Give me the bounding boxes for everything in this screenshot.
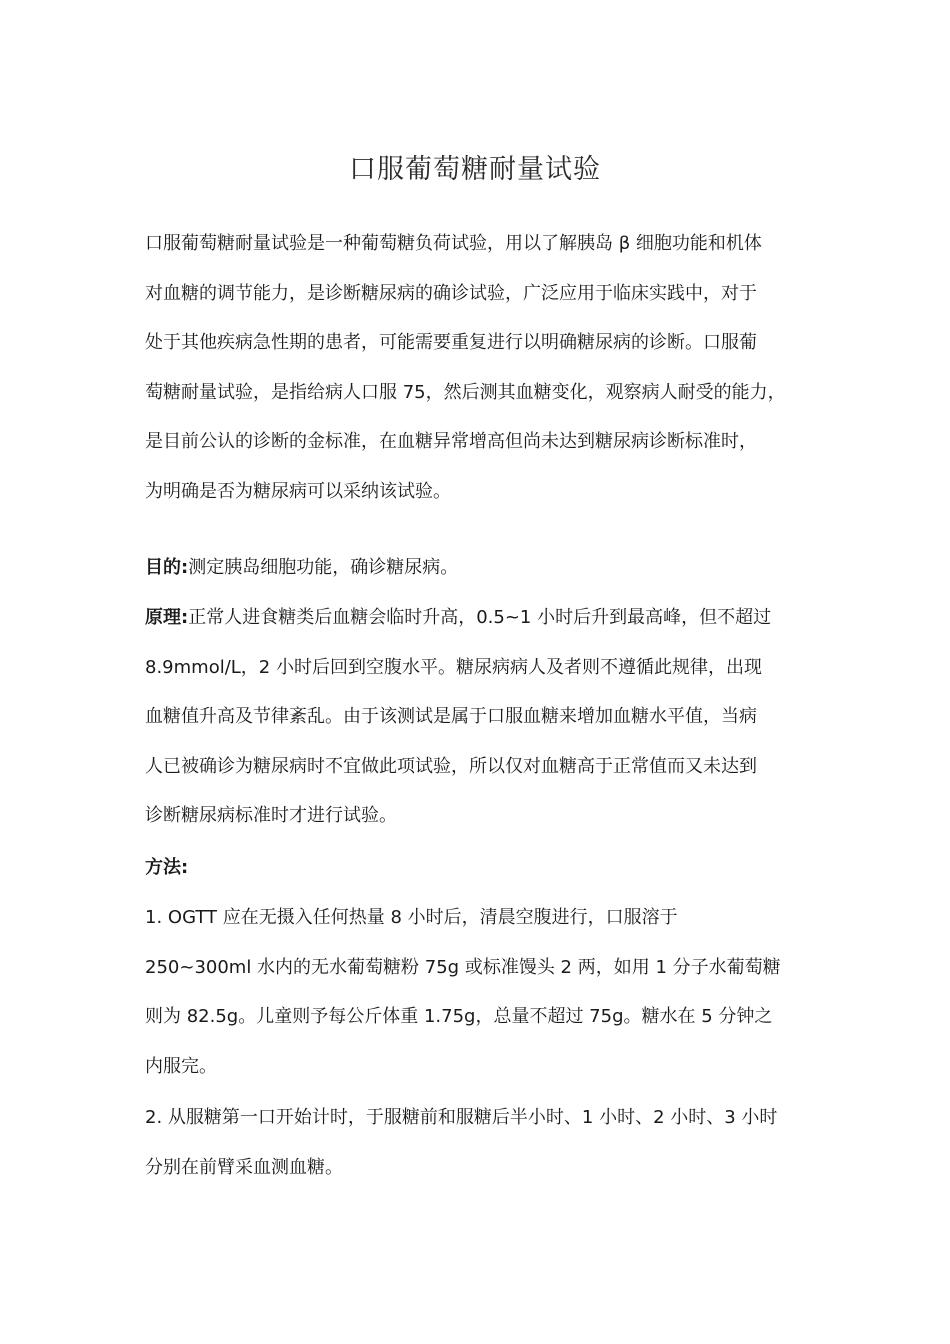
step1-line: 250~300ml 水内的无水葡萄糖粉 75g 或标准馒头 2 两，如用 1 分子水葡萄糖 xyxy=(145,956,781,978)
principle-line: 血糖值升高及节律紊乱。由于该测试是属于口服血糖来增加血糖水平值，当病 xyxy=(145,706,757,728)
principle-line: 人已被确诊为糖尿病时不宜做此项试验，所以仅对血糖高于正常值而又未达到 xyxy=(145,755,757,777)
method-label: 方法: xyxy=(145,857,189,878)
intro-line: 为明确是否为糖尿病可以采纳该试验。 xyxy=(145,480,451,502)
intro-line: 对血糖的调节能力，是诊断糖尿病的确诊试验，广泛应用于临床实践中，对于 xyxy=(145,282,757,304)
principle-text: 正常人进食糖类后血糖会临时升高，0.5~1 小时后升到最高峰，但不超过 xyxy=(188,607,772,628)
purpose-text: 测定胰岛细胞功能，确诊糖尿病。 xyxy=(188,557,459,578)
method-step-1 xyxy=(145,893,825,1091)
principle-first-line xyxy=(145,593,825,643)
method-step-2 xyxy=(145,1093,825,1192)
step2-line: 2. 从服糖第一口开始计时，于服糖前和服糖后半小时、1 小时、2 小时、3 小时 xyxy=(145,1107,778,1128)
intro-line: 处于其他疾病急性期的患者，可能需要重复进行以明确糖尿病的诊断。口服葡 xyxy=(145,332,757,354)
step1-line: 内服完。 xyxy=(145,1055,217,1077)
purpose-label: 目的: xyxy=(145,557,189,578)
document-title: 口服葡萄糖耐量试验 xyxy=(349,154,601,185)
step1-line: 则为 82.5g。儿童则予每公斤体重 1.75g，总量不超过 75g。糖水在 5 分钟之 xyxy=(145,1006,773,1028)
purpose-line xyxy=(145,543,825,593)
purpose-section xyxy=(145,543,825,593)
intro-paragraph xyxy=(145,219,825,517)
step2-line: 分别在前臂采血测血糖。 xyxy=(145,1156,343,1178)
intro-line: 口服葡萄糖耐量试验是一种葡萄糖负荷试验，用以了解胰岛 β 细胞功能和机体 xyxy=(145,233,762,254)
principle-line: 诊断糖尿病标准时才进行试验。 xyxy=(145,805,397,827)
step1-line: 1. OGTT 应在无摄入任何热量 8 小时后，清晨空腹进行，口服溶于 xyxy=(145,907,678,928)
principle-line: 8.9mmol/L，2 小时后回到空腹水平。糖尿病病人及者则不遵循此规律，出现 xyxy=(145,656,762,678)
principle-label: 原理: xyxy=(145,607,189,628)
intro-line: 是目前公认的诊断的金标准，在血糖异常增高但尚未达到糖尿病诊断标准时， xyxy=(145,431,757,453)
method-heading xyxy=(145,843,825,893)
intro-line: 萄糖耐量试验，是指给病人口服 75，然后测其血糖变化，观察病人耐受的能力， xyxy=(145,381,786,403)
principle-section xyxy=(145,593,825,841)
